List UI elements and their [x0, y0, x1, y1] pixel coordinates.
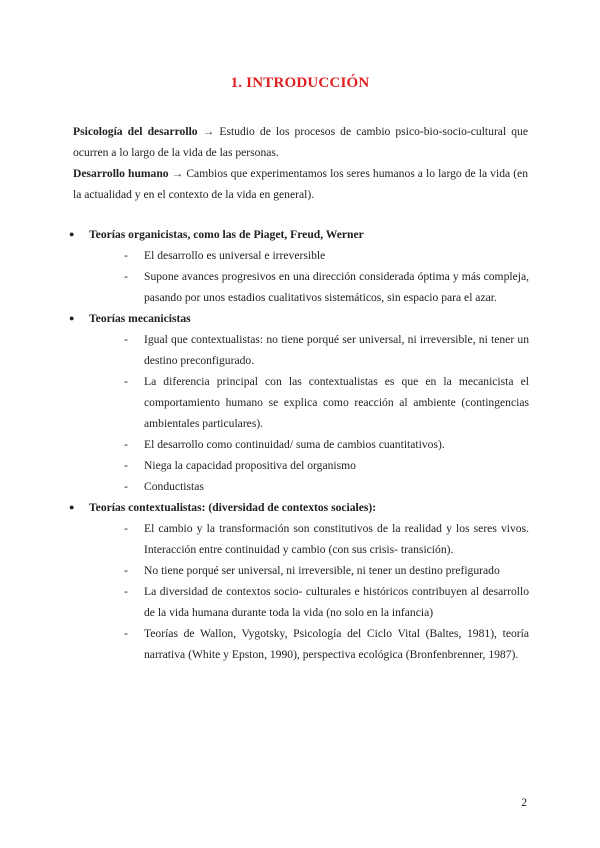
arrow-icon: → — [171, 167, 184, 180]
list-item — [124, 476, 529, 497]
section-items — [89, 518, 529, 665]
definition-psicologia — [73, 121, 528, 163]
list-item-text: El cambio y la transformación son constitutivos de la realidad y los seres vivos. Interacción entre continuidad y cambio (con sus crisis- transición). — [144, 522, 529, 556]
list-item — [124, 371, 529, 434]
dash-marker: - — [124, 333, 128, 346]
dash-marker: - — [124, 585, 128, 598]
list-item-text: Igual que contextualistas: no tiene porqué ser universal, ni irreversible, ni tener un destino preconfigurado. — [144, 333, 529, 367]
dash-marker: - — [124, 375, 128, 388]
dash-marker: - — [124, 459, 128, 472]
section-heading: Teorías mecanicistas — [89, 312, 191, 325]
list-item-text: Conductistas — [144, 480, 204, 493]
list-item — [124, 245, 529, 266]
list-item-text: El desarrollo es universal e irreversible — [144, 249, 326, 262]
intro-definitions — [73, 121, 528, 205]
list-item — [124, 581, 529, 623]
theories-list — [69, 224, 529, 665]
definition-text: Estudio de los procesos de cambio psico-bio-socio-cultural que ocurren a lo largo de la vida de las personas. — [73, 125, 528, 159]
definition-desarrollo — [73, 163, 528, 205]
page-title: 1. INTRODUCCIÓN — [230, 75, 370, 91]
dash-marker: - — [124, 480, 128, 493]
arrow-icon: → — [202, 125, 215, 138]
bullet-icon: ● — [69, 313, 75, 323]
page-number: 2 — [521, 796, 527, 809]
dash-marker: - — [124, 249, 128, 262]
dash-marker: - — [124, 522, 128, 535]
bullet-icon: ● — [69, 502, 75, 512]
list-item — [124, 623, 529, 665]
list-item — [124, 434, 529, 455]
list-item-text: La diversidad de contextos socio- culturales e históricos contribuyen al desarrollo de la vida humana durante toda la vida (no solo en la infancia) — [144, 585, 529, 619]
dash-marker: - — [124, 564, 128, 577]
list-item-text: Teorías de Wallon, Vygotsky, Psicología del Ciclo Vital (Baltes, 1981), teoría narrativa (White y Epston, 1990), perspectiva ecológica (Bronfenbrenner, 1987). — [144, 627, 529, 661]
list-item-text: El desarrollo como continuidad/ suma de cambios cuantitativos). — [144, 438, 445, 451]
list-item — [124, 266, 529, 308]
section-heading: Teorías organicistas, como las de Piaget, Freud, Werner — [89, 228, 364, 241]
dash-marker: - — [124, 270, 128, 283]
list-item-text: La diferencia principal con las contextualistas es que en la mecanicista el comportamiento humano se explica como reacción al ambiente (contingencias ambientales particulares). — [144, 375, 529, 430]
theory-section — [69, 497, 529, 665]
theory-section — [69, 308, 529, 497]
section-items — [89, 245, 529, 308]
list-item-text: No tiene porqué ser universal, ni irreversible, ni tener un destino prefigurado — [144, 564, 500, 577]
theory-section — [69, 224, 529, 308]
section-items — [89, 329, 529, 497]
dash-marker: - — [124, 438, 128, 451]
bullet-icon: ● — [69, 229, 75, 239]
section-heading: Teorías contextualistas: (diversidad de contextos sociales): — [89, 501, 377, 514]
list-item — [124, 518, 529, 560]
list-item — [124, 329, 529, 371]
definition-term: Psicología del desarrollo — [73, 125, 198, 138]
list-item-text: Supone avances progresivos en una dirección considerada óptima y más compleja, pasando por unos estadios cualitativos sistemáticos, sin espacio para el azar. — [144, 270, 529, 304]
list-item — [124, 455, 529, 476]
definition-term: Desarrollo humano — [73, 167, 169, 180]
list-item-text: Niega la capacidad propositiva del organismo — [144, 459, 356, 472]
definition-text: Cambios que experimentamos los seres humanos a lo largo de la vida (en la actualidad y en el contexto de la vida en general). — [73, 167, 528, 201]
dash-marker: - — [124, 627, 128, 640]
list-item — [124, 560, 529, 581]
